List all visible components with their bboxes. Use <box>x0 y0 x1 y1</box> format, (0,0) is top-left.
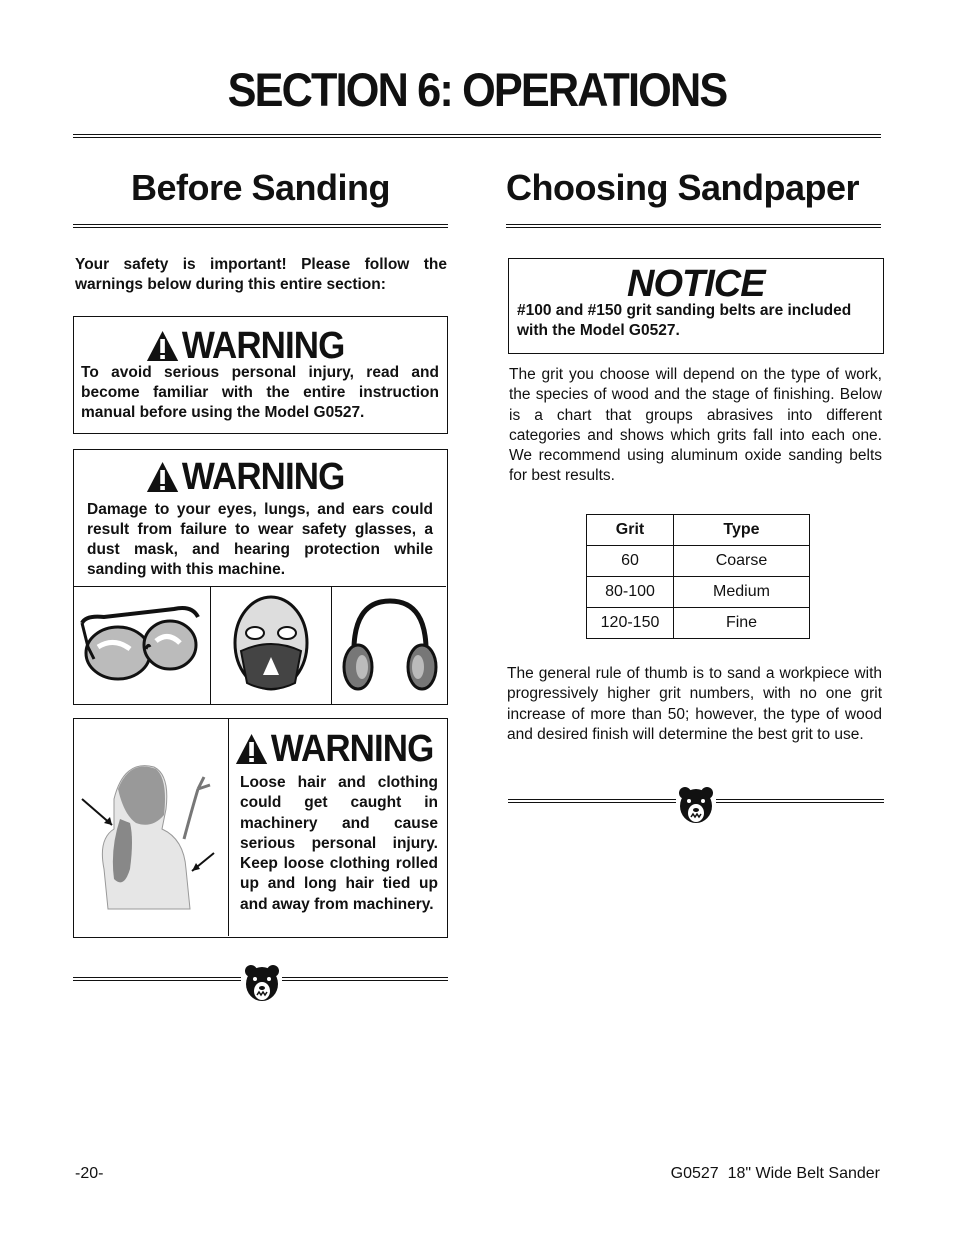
warning-box-ppe <box>73 449 448 705</box>
bear-logo-icon <box>678 786 714 826</box>
safety-glasses-icon <box>74 587 209 703</box>
grit-header: Grit <box>587 515 674 546</box>
left-title-divider <box>73 224 448 228</box>
bear-logo-icon <box>244 964 280 1004</box>
section-title: SECTION 6: OPERATIONS <box>227 63 727 116</box>
table-row <box>587 546 810 577</box>
warning-triangle-icon <box>146 330 179 362</box>
notice-label: NOTICE <box>627 263 765 305</box>
end-rule-left <box>73 977 241 981</box>
grit-intro-paragraph: The grit you choose will depend on the type of work, the species of wood and the stage of finishing. Below is a chart that groups abrasives into different categories and shows which grits fall into each one. We recommend using aluminum oxide sanding belts for best results. <box>509 366 882 485</box>
type-cell: Coarse <box>674 546 810 577</box>
grit-cell: 120-150 <box>587 608 674 639</box>
warning-box-hair <box>73 718 448 938</box>
warning-box-manual <box>73 316 448 434</box>
ear-muffs-cell <box>332 586 446 704</box>
warning-header <box>235 730 433 768</box>
warning-label: WARNING <box>181 325 345 367</box>
warning-header <box>146 327 344 365</box>
safety-glasses-cell <box>74 586 211 704</box>
grit-cell: 60 <box>587 546 674 577</box>
dust-mask-cell <box>211 586 332 704</box>
type-cell: Medium <box>674 577 810 608</box>
warning-triangle-icon <box>235 733 268 765</box>
table-row <box>587 577 810 608</box>
table-row <box>587 608 810 639</box>
warning-label: WARNING <box>270 728 434 770</box>
safety-intro: Your safety is important! Please follow the warnings below during this entire section: <box>75 256 447 293</box>
choosing-sandpaper-title: Choosing Sandpaper <box>506 167 860 208</box>
grit-rule-paragraph: The general rule of thumb is to sand a workpiece with progressively higher grit numbers, with no one grit increase of more than 50; however, the type of wood and desired finish will determine the best grit to use. <box>507 665 882 743</box>
long-hair-illustration-cell <box>74 719 229 936</box>
warning-text-ppe: Damage to your eyes, lungs, and ears could result from failure to wear safety glasses, a dust mask, and hearing protection while sanding with this machine. <box>87 501 433 578</box>
ear-muffs-icon <box>332 587 446 703</box>
grit-cell: 80-100 <box>587 577 674 608</box>
notice-text: #100 and #150 grit sanding belts are included with the Model G0527. <box>517 302 852 339</box>
warning-header <box>146 458 344 496</box>
before-sanding-title: Before Sanding <box>130 167 391 208</box>
page-number: -20- <box>75 1165 104 1182</box>
long-hair-illustration <box>74 719 226 935</box>
end-rule-left <box>508 799 676 803</box>
grit-table <box>586 514 810 639</box>
footer-title: G0527 18" Wide Belt Sander <box>670 1165 880 1182</box>
grit-table-header <box>587 515 810 546</box>
warning-text-hair: Loose hair and clothing could get caught in machinery and cause serious personal injury. Keep loose clothing rolled up and long hair tied up and away from machinery. <box>240 774 438 913</box>
section-divider <box>73 134 881 138</box>
end-rule-right <box>716 799 884 803</box>
type-cell: Fine <box>674 608 810 639</box>
notice-box <box>508 258 884 354</box>
warning-text-manual: To avoid serious personal injury, read and become familiar with the entire instruction manual before using the Model G0527. <box>81 364 439 421</box>
warning-label: WARNING <box>181 456 345 498</box>
dust-mask-icon <box>211 587 331 703</box>
type-header: Type <box>674 515 810 546</box>
end-rule-right <box>282 977 448 981</box>
warning-triangle-icon <box>146 461 179 493</box>
right-title-divider <box>506 224 881 228</box>
